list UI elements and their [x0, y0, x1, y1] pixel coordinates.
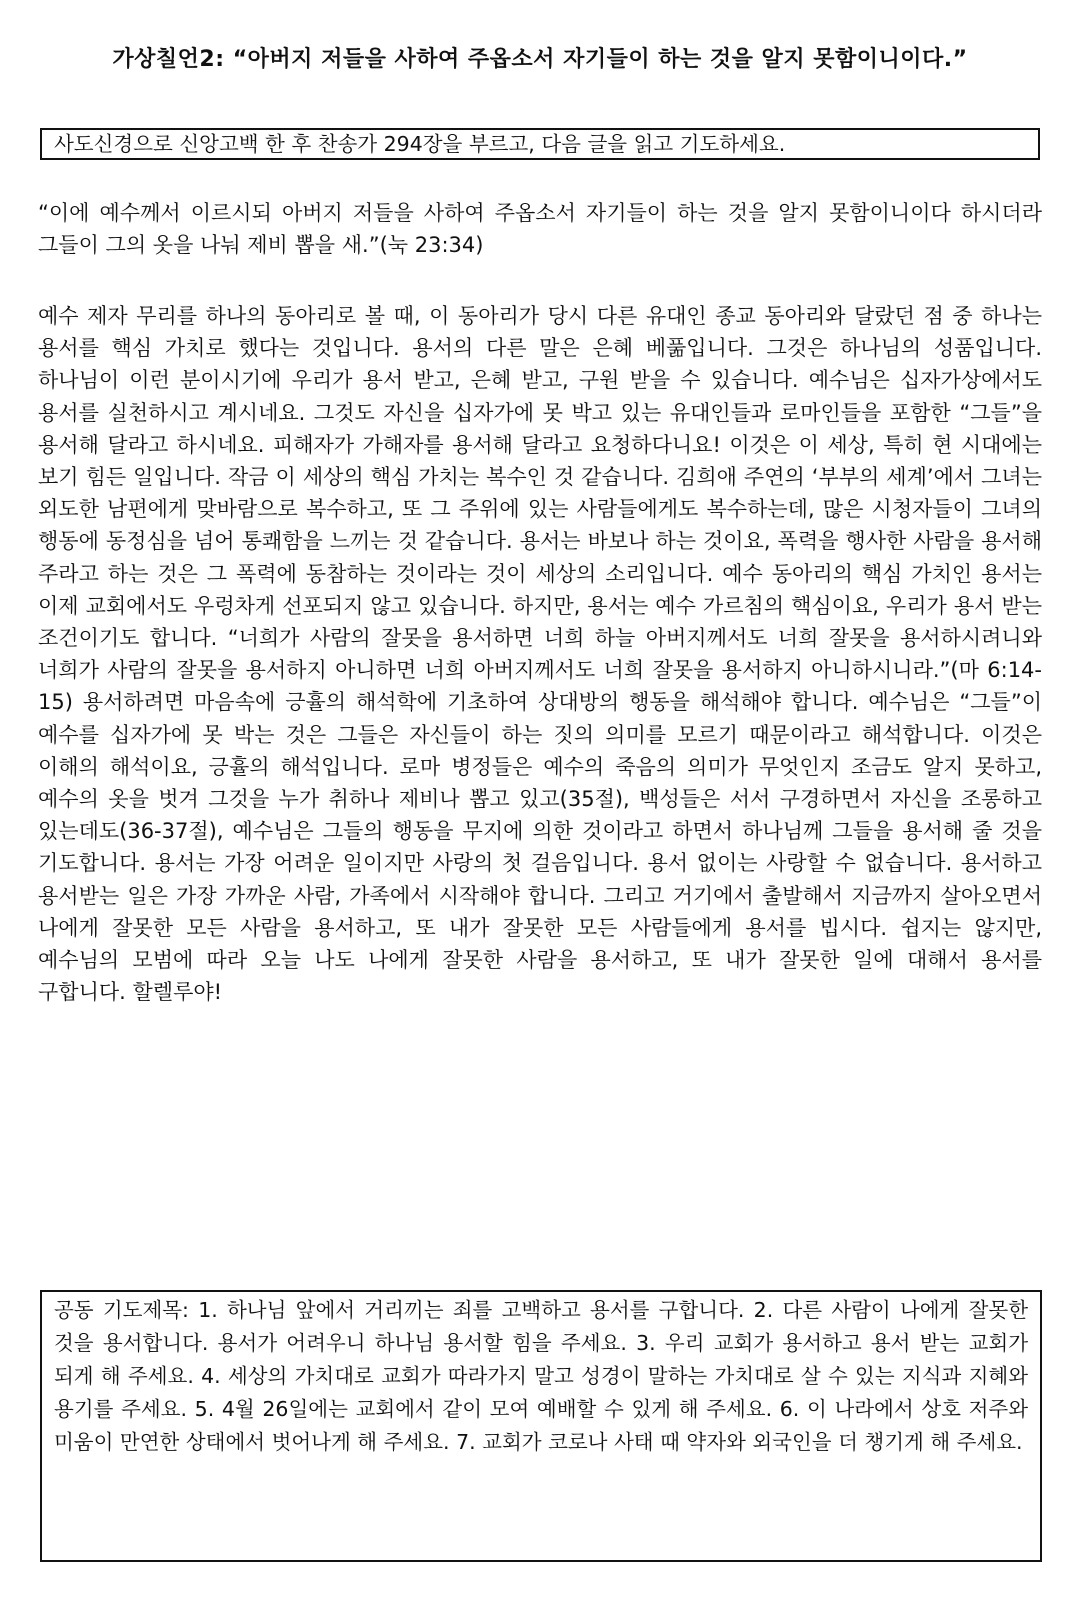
prayer-topics-box: 공동 기도제목: 1. 하나님 앞에서 거리끼는 죄를 고백하고 용서를 구합니다. 2. 다른 사람이 나에게 잘못한 것을 용서합니다. 용서가 어려우니 하나님 용서할 힘을 주세요. 3. 우리 교회가 용서하고 용서 받는 교회가 되게 해 주세요. 4. 세상의 가치대로 교회가 따라가지 말고 성경이 말하는 가치대로 살 수 있는 지식과 지혜와 용기를 주세요. 5. 4월 26일에는 교회에서 같이 모여 예배할 수 있게 해 주세요. 6. 이 나라에서 상호 저주와 미움이 만연한 상태에서 벗어나게 해 주세요. 7. 교회가 코로나 사태 때 약자와 외국인을 더 챙기게 해 주세요.: [40, 1290, 1042, 1562]
reflection-paragraph: 예수 제자 무리를 하나의 동아리로 볼 때, 이 동아리가 당시 다른 유대인 종교 동아리와 달랐던 점 중 하나는 용서를 핵심 가치로 했다는 것입니다. 용서의 다른 말은 은혜 베풂입니다. 그것은 하나님의 성품입니다. 하나님이 이런 분이시기에 우리가 용서 받고, 은혜 받고, 구원 받을 수 있습니다. 예수님은 십자가상에서도 용서를 실천하시고 계시네요. 그것도 자신을 십자가에 못 박고 있는 유대인들과 로마인들을 포함한 “그들”을 용서해 달라고 하시네요. 피해자가 가해자를 용서해 달라고 요청하다니요! 이것은 이 세상, 특히 현 시대에는 보기 힘든 일입니다. 작금 이 세상의 핵심 가치는 복수인 것 같습니다. 김희애 주연의 ‘부부의 세계’에서 그녀는 외도한 남편에게 맞바람으로 복수하고, 또 그 주위에 있는 사람들에게도 복수하는데, 많은 시청자들이 그녀의 행동에 동정심을 넘어 통쾌함을 느끼는 것 같습니다. 용서는 바보나 하는 것이요, 폭력을 행사한 사람을 용서해 주라고 하는 것은 그 폭력에 동참하는 것이라는 것이 세상의 소리입니다. 예수 동아리의 핵심 가치인 용서는 이제 교회에서도 우렁차게 선포되지 않고 있습니다. 하지만, 용서는 예수 가르침의 핵심이요, 우리가 용서 받는 조건이기도 합니다. “너희가 사람의 잘못을 용서하면 너희 하늘 아버지께서도 너희 잘못을 용서하시려니와 너희가 사람의 잘못을 용서하지 아니하면 너희 아버지께서도 너희 잘못을 용서하지 아니하시니라.”(마 6:14-15) 용서하려면 마음속에 긍휼의 해석학에 기초하여 상대방의 행동을 해석해야 합니다. 예수님은 “그들”이 예수를 십자가에 못 박는 것은 그들은 자신들이 하는 짓의 의미를 모르기 때문이라고 해석합니다. 이것은 이해의 해석이요, 긍휼의 해석입니다. 로마 병정들은 예수의 죽음의 의미가 무엇인지 조금도 알지 못하고, 예수의 옷을 벗겨 그것을 누가 취하나 제비나 뽑고 있고(35절), 백성들은 서서 구경하면서 자신을 조롱하고 있는데도(36-37절), 예수님은 그들의 행동을 무지에 의한 것이라고 하면서 하나님께 그들을 용서해 줄 것을 기도합니다. 용서는 가장 어려운 일이지만 사랑의 첫 걸음입니다. 용서 없이는 사랑할 수 없습니다. 용서하고 용서받는 일은 가장 가까운 사람, 가족에서 시작해야 합니다. 그리고 거기에서 출발해서 지금까지 살아오면서 나에게 잘못한 모든 사람을 용서하고, 또 내가 잘못한 모든 사람들에게 용서를 빕시다. 쉽지는 않지만, 예수님의 모범에 따라 오늘 나도 나에게 잘못한 사람을 용서하고, 또 내가 잘못한 일에 대해서 용서를 구합니다. 할렐루야!: [38, 304, 1042, 1005]
scripture-quote: “이에 예수께서 이르시되 아버지 저들을 사하여 주옵소서 자기들이 하는 것을 알지 못함이니이다 하시더라 그들이 그의 옷을 나눠 제비 뽑을 새.”(눅 23:34): [38, 201, 1042, 258]
page-title: 가상칠언2: “아버지 저들을 사하여 주옵소서 자기들이 하는 것을 알지 못함이니이다.”: [112, 47, 968, 72]
instruction-box: 사도신경으로 신앙고백 한 후 찬송가 294장을 부르고, 다음 글을 읽고 기도하세요.: [40, 128, 1040, 160]
